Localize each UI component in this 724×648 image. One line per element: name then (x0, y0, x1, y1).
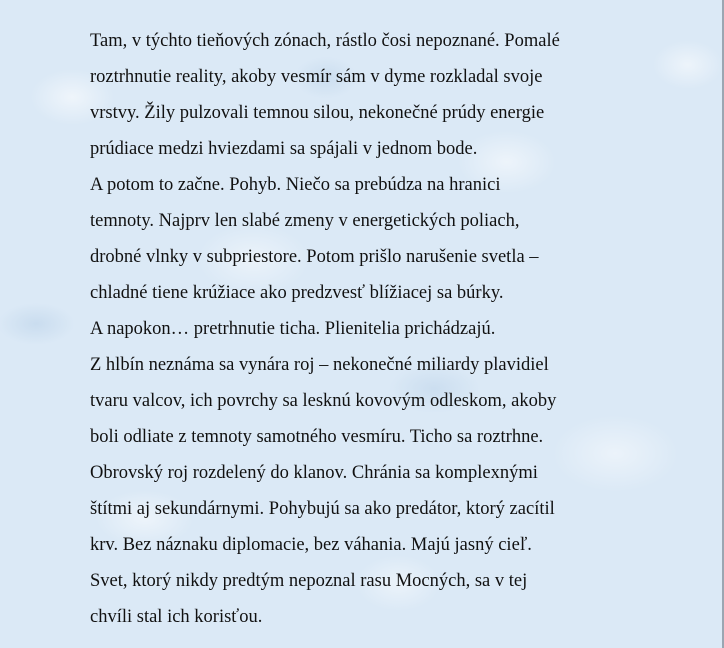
text-line: Tam, v týchto tieňových zónach, rástlo čosi nepoznané. Pomalé (90, 31, 560, 51)
text-line: chvíli stal ich korisťou. (90, 607, 263, 627)
text-line: A napokon… pretrhnutie ticha. Plienitelia prichádzajú. (90, 319, 496, 339)
text-line: chladné tiene krúžiace ako predzvesť blížiacej sa búrky. (90, 283, 504, 303)
text-line: temnoty. Najprv len slabé zmeny v energetických poliach, (90, 211, 520, 231)
text-line: drobné vlnky v subpriestore. Potom prišlo narušenie svetla – (90, 247, 539, 267)
text-line: krv. Bez náznaku diplomacie, bez váhania. Majú jasný cieľ. (90, 535, 532, 555)
text-line: štítmi aj sekundárnymi. Pohybujú sa ako predátor, ktorý zacítil (90, 499, 555, 519)
text-line: tvaru valcov, ich povrchy sa lesknú kovovým odleskom, akoby (90, 391, 557, 411)
text-line: A potom to začne. Pohyb. Niečo sa prebúdza na hranici (90, 175, 501, 195)
text-line: Svet, ktorý nikdy predtým nepoznal rasu Mocných, sa v tej (90, 571, 528, 591)
text-line: prúdiace medzi hviezdami sa spájali v jednom bode. (90, 139, 478, 159)
text-line: boli odliate z temnoty samotného vesmíru. Ticho sa roztrhne. (90, 427, 544, 447)
document-body (90, 26, 650, 638)
text-line: roztrhnutie reality, akoby vesmír sám v dyme rozkladal svoje (90, 67, 543, 87)
text-line: vrstvy. Žily pulzovali temnou silou, nekonečné prúdy energie (90, 103, 545, 123)
text-line: Z hlbín neznáma sa vynára roj – nekonečné miliardy plavidiel (90, 355, 549, 375)
text-line: Obrovský roj rozdelený do klanov. Chránia sa komplexnými (90, 463, 538, 483)
